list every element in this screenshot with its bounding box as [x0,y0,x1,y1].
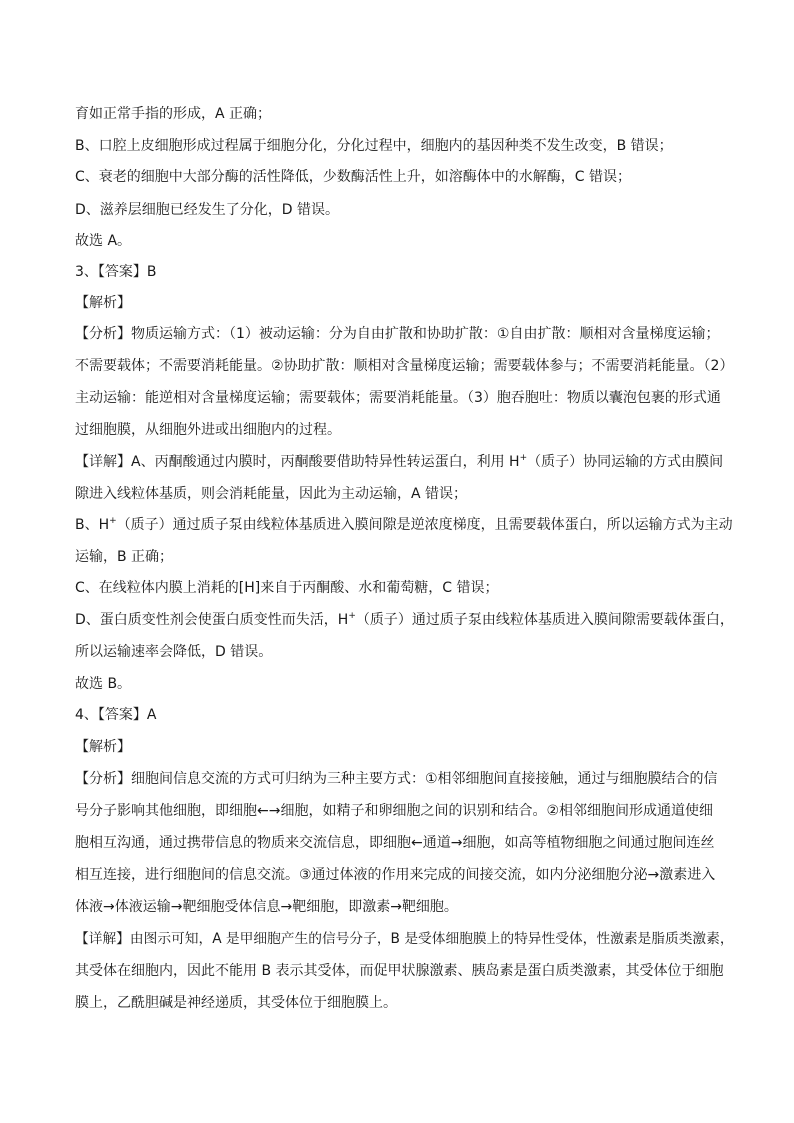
superscript-plus: + [519,453,528,463]
text-line: 相互连接，进行细胞间的信息交流。③通过体液的作用来完成的间接交流，如内分泌细胞分泌→激素进入 [75,867,716,883]
text-line: 隙进入线粒体基质，则会消耗能量，因此为主动运输，A 错误； [75,486,468,502]
analysis-heading: 【解析】 [75,739,131,755]
text-line: C、在线粒体内膜上消耗的[H]来自于丙酮酸、水和葡萄糖，C 错误； [75,580,499,596]
text-line: 其受体在细胞内，因此不能用 B 表示其受体，而促甲状腺激素、胰岛素是蛋白质类激素，其受体位于细胞 [75,963,724,979]
analysis-heading: 【解析】 [75,295,131,311]
text-line: 【详解】A、丙酮酸通过内膜时，丙酮酸要借助特异性转运蛋白，利用 H+（质子）协同运输的方式由膜间 [75,453,724,470]
text-line: 故选 B。 [75,676,132,692]
text-line: D、滋养层细胞已经发生了分化，D 错误。 [75,202,340,218]
text-line: 膜上，乙酰胆碱是神经递质，其受体位于细胞膜上。 [75,995,397,1011]
text-line: 胞相互沟通，通过携带信息的物质来交流信息，即细胞←通道→细胞，如高等植物细胞之间通过胞间连丝 [75,835,715,851]
answer-heading: 3、【答案】B [75,264,157,280]
text-line: 育如正常手指的形成，A 正确； [75,106,272,122]
text-line: 过细胞膜，从细胞外进或出细胞内的过程。 [75,422,341,438]
text-line: 【详解】由图示可知，A 是甲细胞产生的信号分子，B 是受体细胞膜上的特异性受体，性激素是脂质类激素， [75,931,734,947]
text-line: B、口腔上皮细胞形成过程属于细胞分化，分化过程中，细胞内的基因种类不发生改变，B 错误； [75,138,673,154]
text-line: 所以运输速率会降低，D 错误。 [75,644,273,660]
text-line: 运输，B 正确； [75,549,174,565]
text-line: D、蛋白质变性剂会使蛋白质变性而失活，H+（质子）通过质子泵由线粒体基质进入膜间隙需要载体蛋白， [75,611,734,628]
text-line: 体液→体液运输→靶细胞受体信息→靶细胞，即激素→靶细胞。 [75,899,458,915]
text-line: 【分析】物质运输方式：（1）被动运输：分为自由扩散和协助扩散：①自由扩散：顺相对含量梯度运输； [75,326,720,342]
superscript-plus: + [348,611,356,621]
answer-heading: 4、【答案】A [75,707,157,723]
text-line: 故选 A。 [75,233,132,249]
text-line: 主动运输：能逆相对含量梯度运输；需要载体；需要消耗能量。（3）胞吞胞吐：物质以囊泡包裹的形式通 [75,390,721,406]
text-line: 号分子影响其他细胞，即细胞←→细胞，如精子和卵细胞之间的识别和结合。②相邻细胞间形成通道使细 [75,803,714,819]
text-line: C、衰老的细胞中大部分酶的活性降低，少数酶活性上升，如溶酶体中的水解酶，C 错误； [75,169,631,185]
superscript-plus: + [109,516,117,526]
text-line: 【分析】细胞间信息交流的方式可归纳为三种主要方式：①相邻细胞间直接接触，通过与细胞膜结合的信 [75,771,718,787]
text-line: 不需要载体；不需要消耗能量。②协助扩散：顺相对含量梯度运输；需要载体参与；不需要消耗能量。（2） [75,358,734,374]
text-line: B、H+（质子）通过质子泵由线粒体基质进入膜间隙是逆浓度梯度，且需要载体蛋白，所以运输方式为主动 [75,516,733,533]
